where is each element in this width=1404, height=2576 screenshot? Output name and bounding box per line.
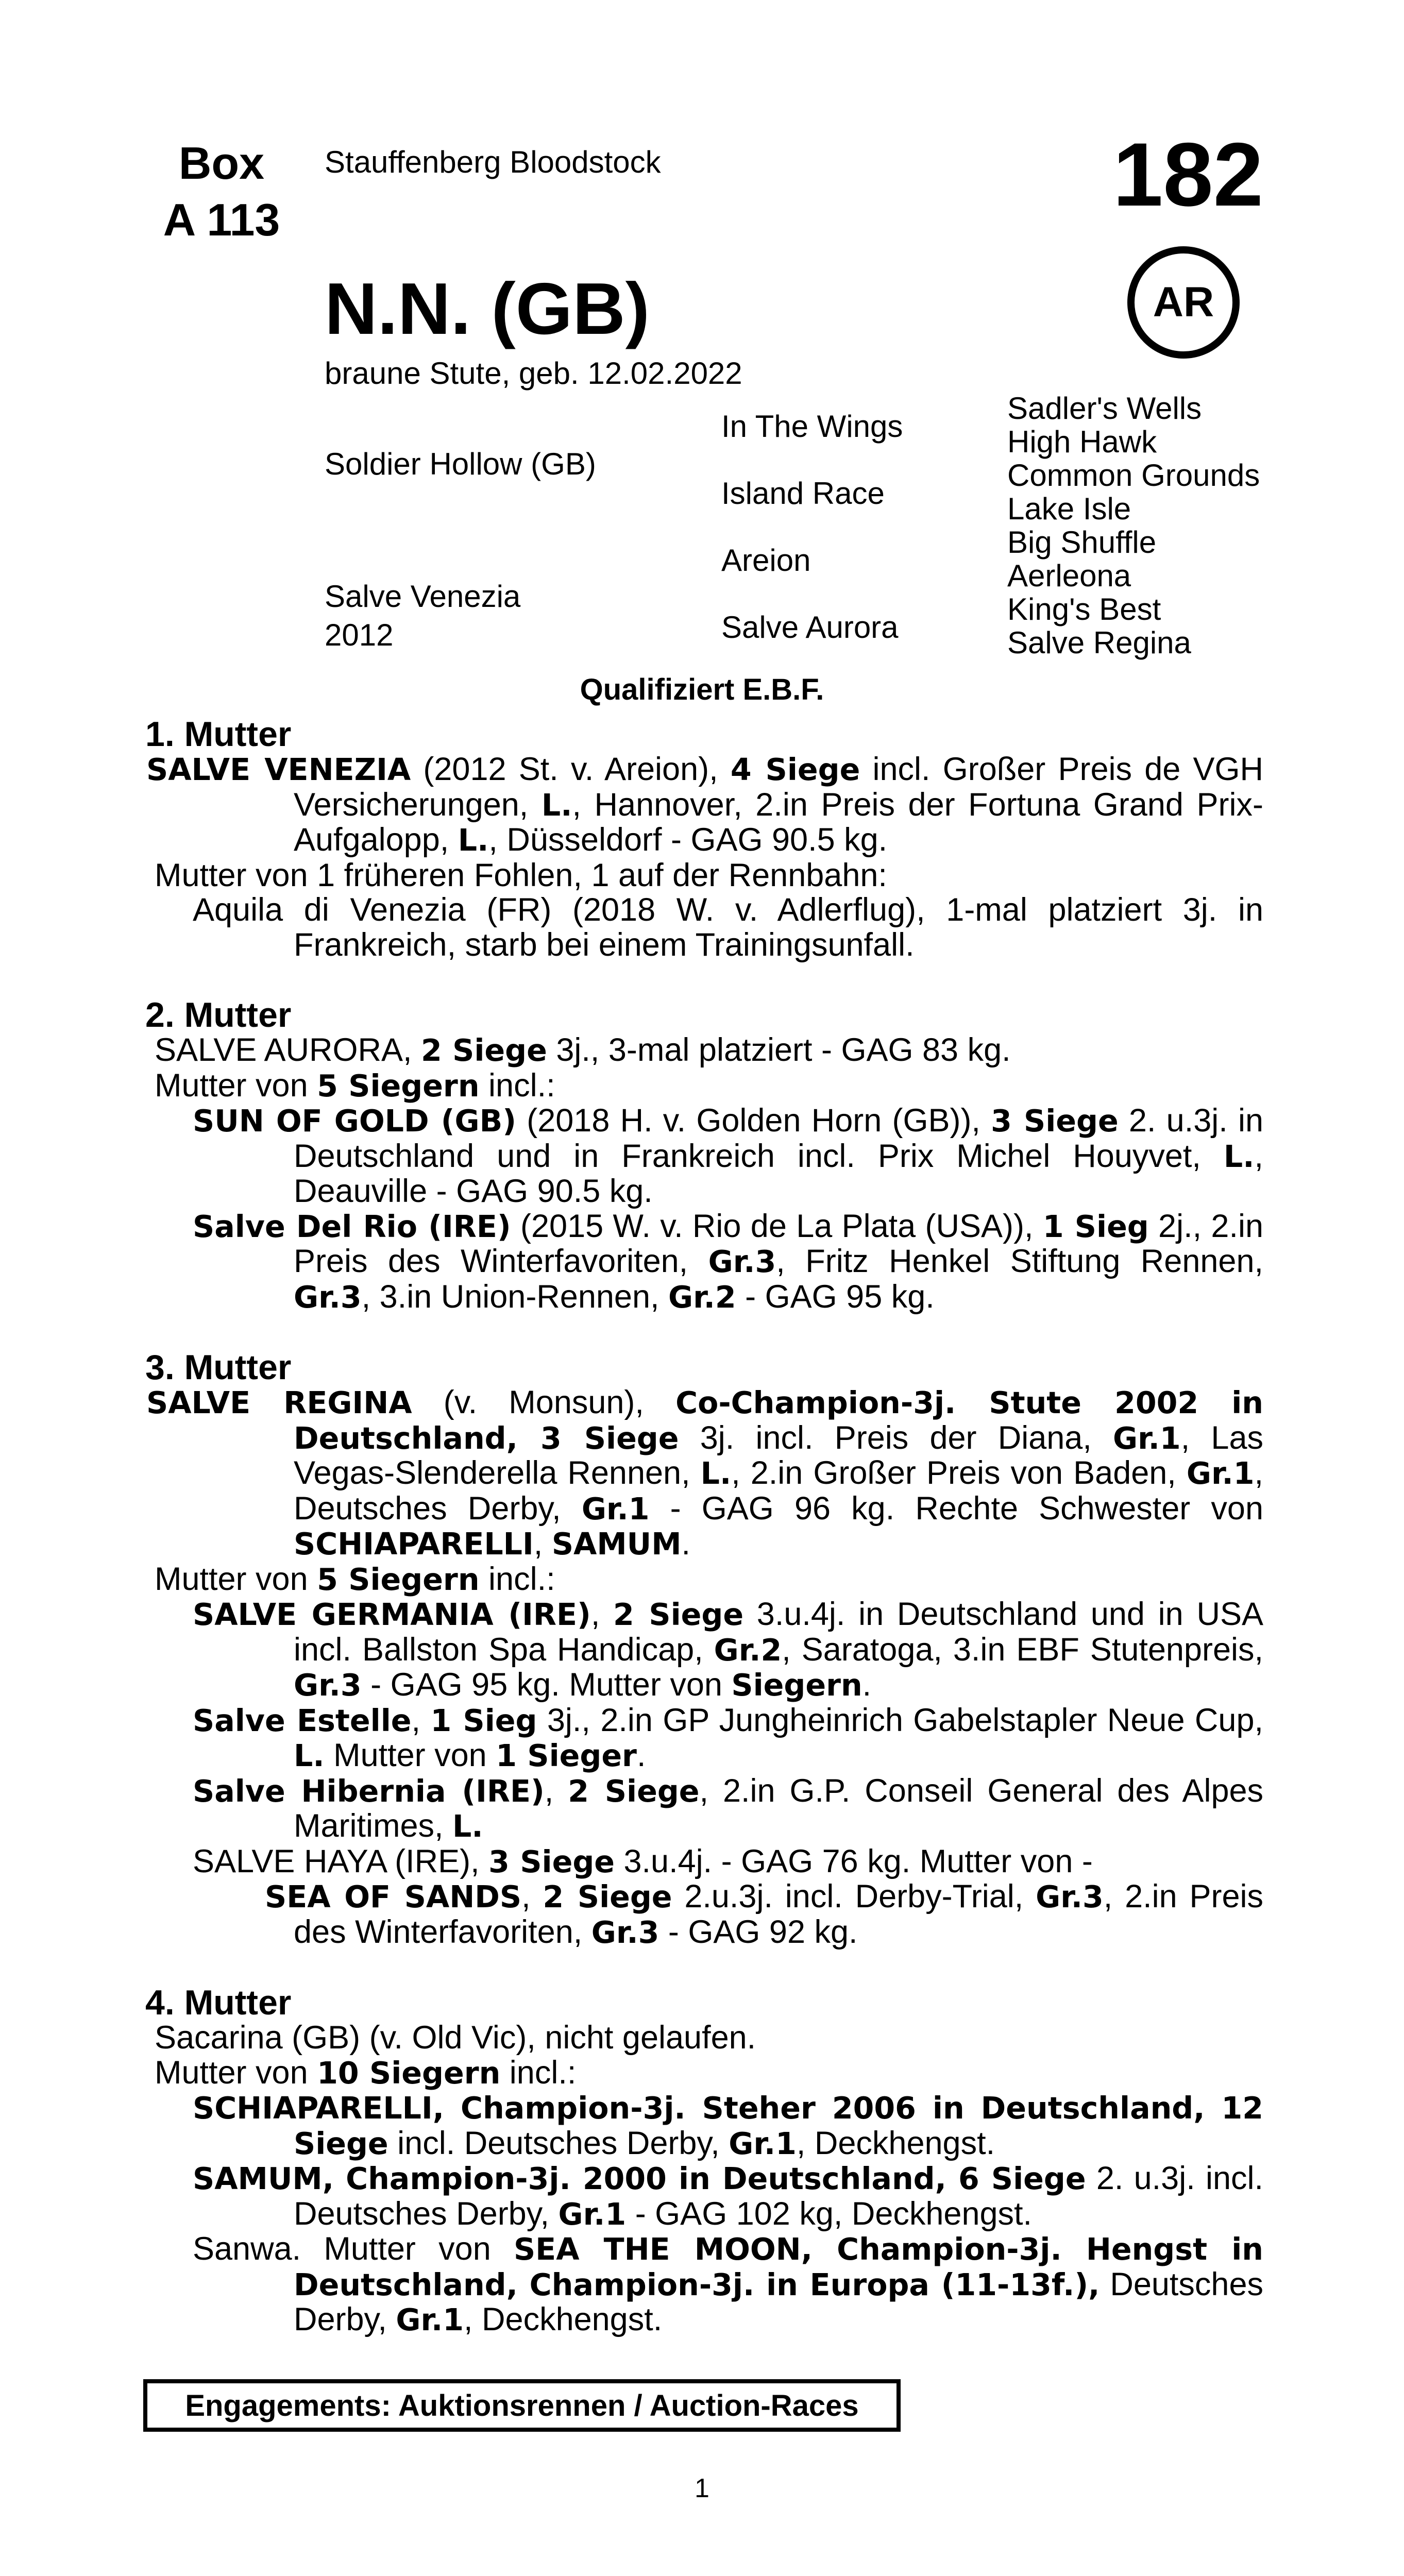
text: , Saratoga, 3.in EBF Stutenpreis, [782,1631,1263,1668]
listed: L. [458,823,489,858]
text: (2012 St. v. Areion), [411,751,731,787]
section-title-second-dam: 2. Mutter [145,995,292,1035]
text: 3.u.4j. in Deutschland und in USA incl. Ballston Spa Handicap, [294,1596,1263,1668]
text: , Deutsches Derby, [294,1455,1264,1527]
horse-name: Salve Del Rio (IRE) [193,1209,511,1244]
text: - GAG 92 kg. [659,1913,858,1950]
text: , [544,1772,568,1809]
wins: 2 Siege [568,1773,700,1809]
text: , Las Vegas-Slenderella Rennen, [294,1419,1263,1491]
text: 3j. incl. Preis der Diana, [679,1419,1113,1456]
text: Sanwa. Mutter von [193,2231,514,2267]
text: Mutter von [155,2054,317,2091]
section-title-fourth-dam: 4. Mutter [145,1983,292,2022]
text: , 2.in G.P. Conseil General des Alpes Maritimes, [294,1772,1264,1844]
pedigree-great-grandparent: Lake Isle [1007,492,1131,526]
text: . [681,1526,691,1562]
horse-name: Salve Hibernia (IRE) [193,1773,545,1809]
sibling-name: SCHIAPARELLI [294,1527,534,1562]
winner-count: 5 Siegern [317,1068,480,1104]
group-race: Gr.3 [294,1279,362,1315]
group-race: Gr.3 [708,1244,776,1279]
horse-name: SALVE GERMANIA (IRE) [193,1597,591,1632]
second-dam-produce-2 [145,1209,1263,1315]
third-dam-grandproduce [145,1879,1263,1950]
text: , 2.in Preis des Winterfavoriten, [294,1878,1263,1950]
first-dam-entry [145,752,1263,858]
group-race: Gr.1 [581,1491,650,1527]
wins: 2 Siege [543,1879,672,1914]
text: , Deckhengst. [464,2301,663,2337]
listed: L. [541,787,572,823]
group-race: Gr.1 [396,2302,464,2337]
text: 2.u.3j. incl. Derby-Trial, [672,1878,1036,1914]
wins: 3 Siege [488,1844,615,1879]
group-race: Gr.3 [591,1914,659,1950]
text: Deutsches Derby, [294,2266,1263,2337]
horse-name: N.N. (GB) [325,268,650,350]
text: 3j., 2.in GP Jungheinrich Gabelstapler Neue Cup, [537,1702,1263,1738]
text: (2015 W. v. Rio de La Plata (USA)), [511,1208,1043,1244]
family-history [145,716,1263,2338]
text: 2. u.3j. incl. Deutsches Derby, [294,2160,1264,2232]
third-dam-produce-4 [145,1844,1263,1880]
third-dam-produce-heading [145,1562,1263,1598]
horse-name: SALVE HAYA (IRE), [193,1843,489,1879]
text: , Deckhengst. [796,2125,995,2161]
text: - GAG 96 kg. Rechte Schwester von [649,1490,1263,1527]
championship: SEA THE MOON, Champion-3j. Hengst in Deutschland, Champion-3j. in Europa (11-13f.), [294,2232,1264,2302]
championship: , Champion-3j. 2000 in Deutschland, 6 Siege [322,2161,1086,2196]
text: . [862,1667,872,1703]
horse-name: SAMUM [193,2161,323,2196]
second-dam-entry [145,1033,1263,1069]
third-dam-entry [145,1385,1263,1562]
pedigree-grandparent: In The Wings [721,409,903,444]
winners: Siegern [731,1668,862,1703]
text: (v. Monsun), [412,1384,676,1420]
dam-name: SALVE REGINA [146,1385,412,1420]
pedigree-great-grandparent: High Hawk [1007,425,1157,459]
sibling-name: SAMUM [551,1527,682,1562]
text: , 3.in Union-Rennen, [361,1278,669,1315]
pedigree-dam-year: 2012 [325,618,394,652]
second-dam-produce-heading [145,1069,1263,1104]
winners: 1 Sieger [496,1738,637,1773]
third-dam-produce-3 [145,1774,1263,1844]
championship: , Champion-3j. Steher 2006 in Deutschland, 12 Siege [294,2091,1263,2161]
horse-name: SCHIAPARELLI [193,2091,433,2126]
text: Mutter von [155,1067,317,1104]
box-label-group [144,135,299,248]
fourth-dam-produce-3 [145,2232,1263,2338]
pedigree-grandparent: Island Race [721,476,885,511]
text: incl.: [500,2054,577,2091]
winner-count: 10 Siegern [317,2055,501,2091]
fourth-dam-entry: Sacarina (GB) (v. Old Vic), nicht gelaufen. [155,2020,756,2056]
third-dam-produce-2 [145,1703,1263,1774]
wins: 1 Sieg [1042,1209,1149,1244]
engagements-text: Engagements: Auktionsrennen / Auction-Races [185,2388,859,2422]
text: - GAG 102 kg, Deckhengst. [626,2195,1033,2232]
section-title-third-dam: 3. Mutter [145,1348,292,1387]
section-title-first-dam: 1. Mutter [145,715,292,754]
listed: L. [1223,1139,1255,1174]
text: - GAG 95 kg. [736,1278,935,1315]
qualification-note: Qualifiziert E.B.F. [580,673,824,706]
text: 2j., 2.in Preis des Winterfavoriten, [294,1208,1264,1279]
dam-name: SALVE VENEZIA [146,752,411,787]
engagements-box [143,2379,901,2432]
second-dam-produce-1 [145,1104,1263,1209]
text: , Hannover, 2.in Preis der Fortuna Grand Prix-Aufgalopp, [294,786,1263,858]
group-race: Gr.3 [1036,1879,1104,1914]
wins: 2 Siege [613,1597,744,1632]
text: , Deauville - GAG 90.5 kg. [294,1138,1263,1209]
breeder-name: Stauffenberg Bloodstock [325,145,661,179]
horse-name: Salve Estelle [193,1703,412,1738]
box-label: Box [178,138,265,189]
text: 2. u.3j. in Deutschland und in Frankreich incl. Prix Michel Houyvet, [294,1103,1263,1174]
listed: L. [700,1456,732,1491]
text: (2018 H. v. Golden Horn (GB)), [516,1103,991,1139]
wins: 1 Sieg [430,1703,537,1738]
horse-description: braune Stute, geb. 12.02.2022 [325,356,742,391]
group-race: Gr.2 [668,1279,736,1315]
pedigree-great-grandparent: Sadler's Wells [1007,391,1202,426]
first-dam-foal: Aquila di Venezia (FR) (2018 W. v. Adlerflug), 1-mal platziert 3j. in Frankreich, starb bei einem Trainingsunfall. [193,892,1263,963]
text: incl.: [479,1561,555,1597]
text: 3.u.4j. - GAG 76 kg. Mutter von - [614,1843,1093,1879]
third-dam-produce-1 [145,1597,1263,1703]
pedigree-great-grandparent: Common Grounds [1007,458,1260,493]
listed: L. [294,1738,325,1773]
text: 3j., 3-mal platziert - GAG 83 kg. [547,1032,1011,1068]
text: , [590,1596,614,1632]
group-race: Gr.1 [558,2196,627,2232]
pedigree-sire: Soldier Hollow (GB) [325,447,596,481]
group-race: Gr.1 [1113,1420,1181,1456]
wins: 4 Siege [730,752,860,787]
pedigree-great-grandparent: Salve Regina [1007,625,1191,660]
text: , Fritz Henkel Stiftung Rennen, [776,1243,1263,1279]
listed: L. [452,1809,483,1844]
ar-badge-text: AR [1153,279,1214,326]
text: , [533,1526,552,1562]
text: - GAG 95 kg. Mutter von [361,1667,732,1703]
pedigree-great-grandparent: Big Shuffle [1007,525,1157,560]
text: incl. Deutsches Derby, [388,2125,729,2161]
text: , 2.in Großer Preis von Baden, [731,1455,1187,1491]
text: incl.: [479,1067,555,1104]
group-race: Gr.2 [714,1632,782,1668]
fourth-dam-produce-1 [145,2091,1263,2161]
group-race: Gr.1 [729,2126,797,2161]
pedigree-great-grandparent: King's Best [1007,592,1161,626]
pedigree-grandparent: Areion [721,543,811,578]
fourth-dam-produce-2 [145,2161,1263,2232]
dam-name: SALVE AURORA, [155,1032,421,1068]
page-number: 1 [695,2473,709,2503]
group-race: Gr.1 [1186,1456,1255,1491]
pedigree-dam: Salve Venezia [325,579,521,614]
championship: Co-Champion-3j. Stute 2002 in Deutschland, 3 Siege [294,1385,1264,1456]
box-number: A 113 [163,194,280,245]
fourth-dam-produce-heading [145,2056,1263,2091]
text: Mutter von [324,1737,496,1773]
pedigree-grandparent: Salve Aurora [721,610,899,645]
winner-count: 5 Siegern [317,1562,480,1597]
text: , [521,1878,543,1914]
ar-badge [1127,246,1240,359]
first-dam-produce-heading: Mutter von 1 früheren Fohlen, 1 auf der Rennbahn: [155,857,887,893]
wins: 2 Siege [421,1033,547,1068]
text: Mutter von [155,1561,317,1597]
horse-name: SEA OF SANDS [265,1879,522,1914]
horse-name: SUN OF GOLD (GB) [193,1104,517,1139]
text: , Düsseldorf - GAG 90.5 kg. [488,822,888,858]
text: incl. Großer Preis de VGH Versicherungen, [294,751,1263,823]
lot-number: 182 [1113,125,1263,225]
text: . [636,1737,646,1773]
wins: 3 Siege [991,1104,1119,1139]
group-race: Gr.3 [294,1668,362,1703]
pedigree-great-grandparent: Aerleona [1007,558,1131,593]
text: , [411,1702,431,1738]
